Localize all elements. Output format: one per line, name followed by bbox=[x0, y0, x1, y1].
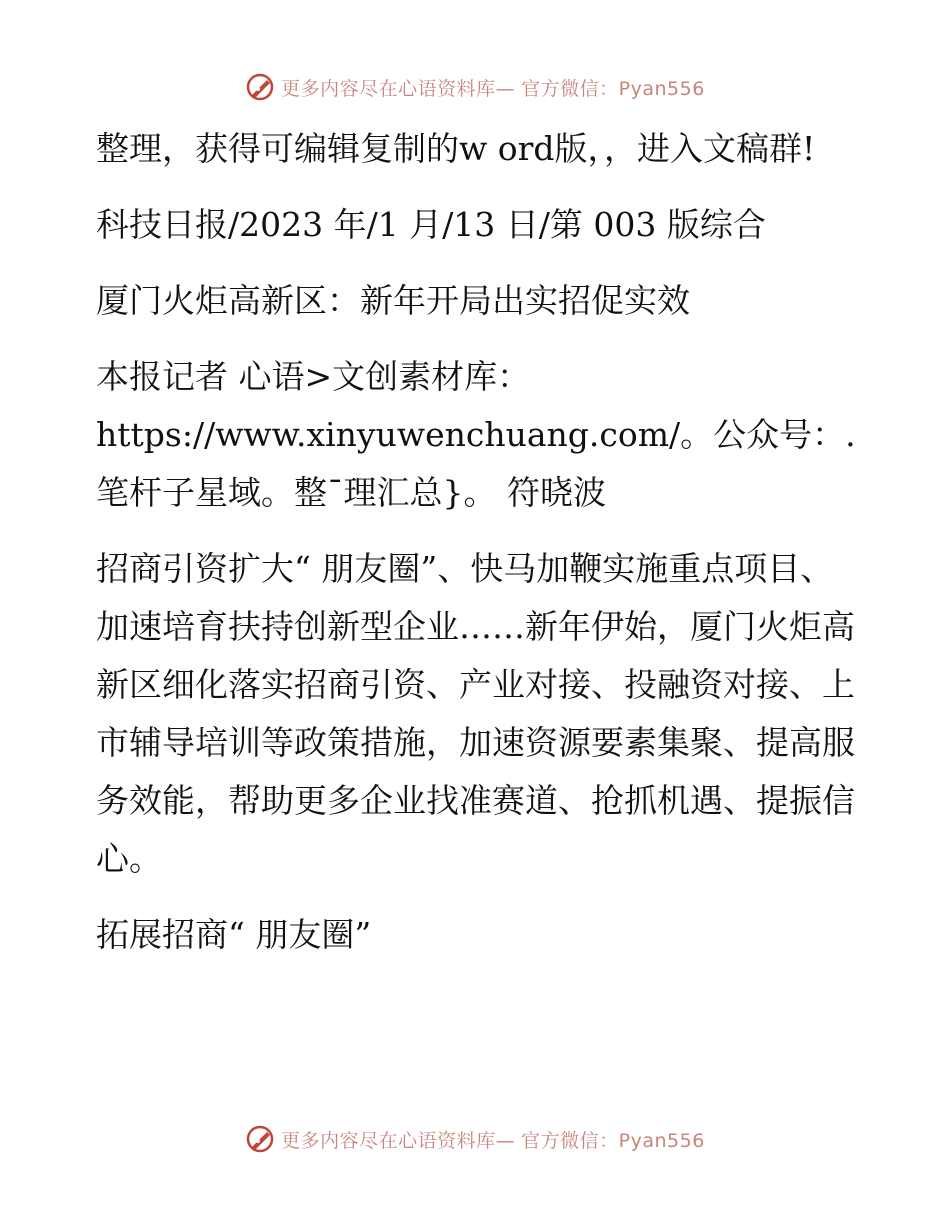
article-title: 厦门火炬高新区：新年开局出实招促实效 bbox=[96, 281, 690, 320]
paragraph-intro: 整理，获得可编辑复制的w ord版，，进入文稿群! bbox=[96, 129, 816, 168]
paragraph-byline: 本报记者 心语>文创素材库：https://www.xinyuwenchuang.com/。公众号：.笔杆子星域。整¯理汇总}。 符晓波 bbox=[96, 357, 856, 512]
paragraph-source: 科技日报/2023 年/1 月/13 日/第 003 版综合 bbox=[96, 205, 766, 244]
banner-wechat: 官方微信：Pyan556 bbox=[521, 77, 705, 100]
pen-logo-icon bbox=[245, 72, 275, 102]
banner-wechat: 官方微信：Pyan556 bbox=[521, 1129, 705, 1152]
banner-text: 更多内容尽在心语资料库— bbox=[281, 1129, 516, 1152]
pen-logo-icon bbox=[245, 1124, 275, 1154]
banner-text: 更多内容尽在心语资料库— bbox=[281, 77, 516, 100]
section-heading: 拓展招商“ 朋友圈” bbox=[96, 915, 372, 954]
paragraph-body: 招商引资扩大“ 朋友圈”、快马加鞭实施重点项目、加速培育扶持创新型企业……新年伊始，厦门火炬高新区细化落实招商引资、产业对接、投融资对接、上市辅导培训等政策措施，加速资源要素集聚、提高服务效能，帮助更多企业找准赛道、抢抓机遇、提振信心。 bbox=[96, 549, 855, 878]
document-body bbox=[96, 120, 856, 982]
header-banner bbox=[0, 72, 950, 102]
footer-banner bbox=[0, 1124, 950, 1154]
